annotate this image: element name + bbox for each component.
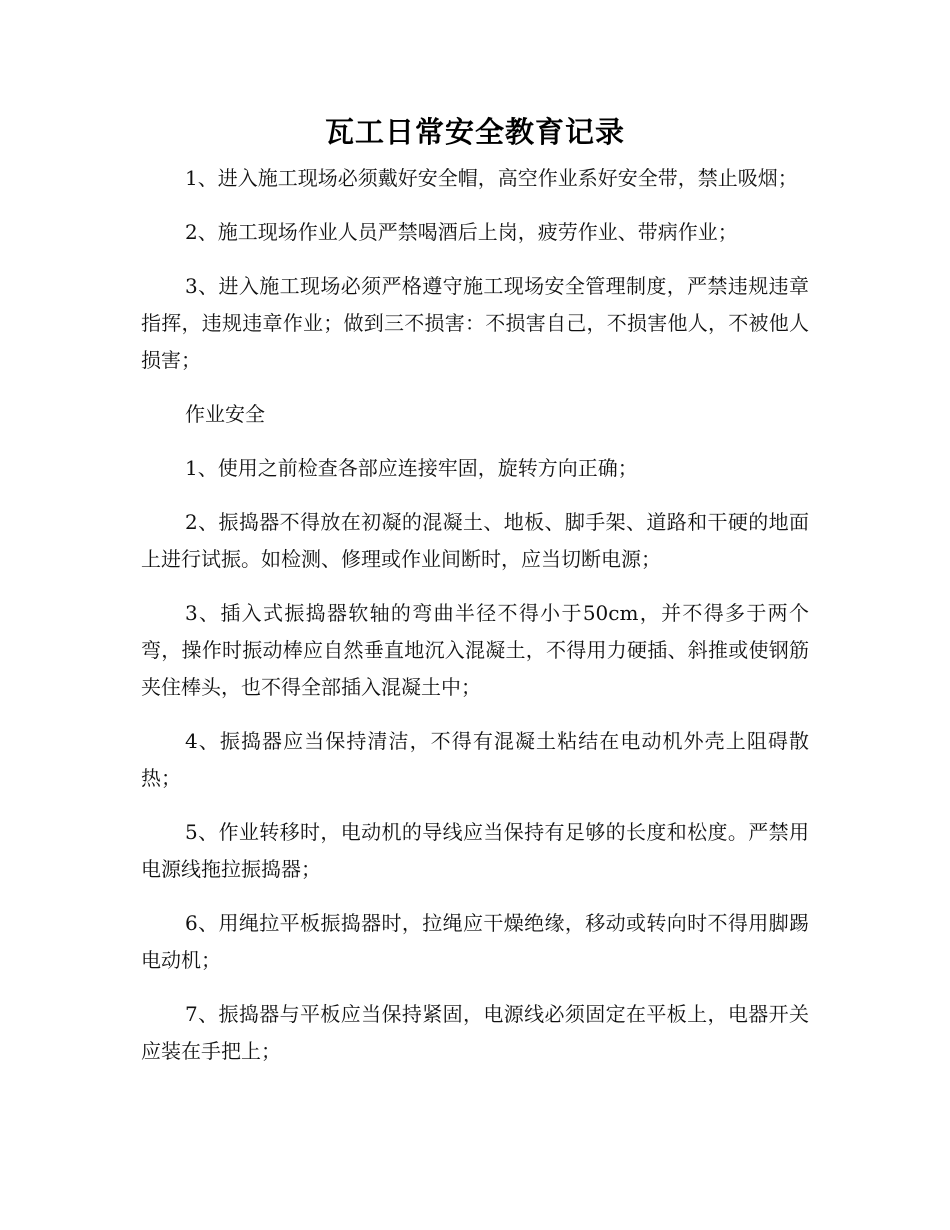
paragraph: 2、施工现场作业人员严禁喝酒后上岗，疲劳作业、带病作业； <box>185 220 738 244</box>
paragraph: 3、插入式振捣器软轴的弯曲半径不得小于50cm，并不得多于两个弯，操作时振动棒应自然垂直地沉入混凝土，不得用力硬插、斜推或使钢筋夹住棒头，也不得全部插入混凝土中； <box>141 601 809 699</box>
section-heading: 作业安全 <box>185 402 265 426</box>
paragraph: 4、振捣器应当保持清洁，不得有混凝土粘结在电动机外壳上阻碍散热； <box>141 729 809 790</box>
paragraph: 2、振捣器不得放在初凝的混凝土、地板、脚手架、道路和干硬的地面上进行试振。如检测、修理或作业间断时，应当切断电源； <box>141 510 809 571</box>
document-title: 瓦工日常安全教育记录 <box>324 115 625 149</box>
paragraph: 1、进入施工现场必须戴好安全帽，高空作业系好安全带，禁止吸烟； <box>185 166 798 190</box>
paragraph: 1、使用之前检查各部应连接牢固，旋转方向正确； <box>185 456 638 480</box>
paragraph: 7、振捣器与平板应当保持紧固，电源线必须固定在平板上，电器开关应装在手把上； <box>141 1002 809 1063</box>
paragraph: 5、作业转移时，电动机的导线应当保持有足够的长度和松度。严禁用电源线拖拉振捣器； <box>141 820 809 881</box>
paragraph: 6、用绳拉平板振捣器时，拉绳应干燥绝缘，移动或转向时不得用脚踢电动机； <box>141 911 809 972</box>
document-body <box>141 160 809 1087</box>
paragraph: 3、进入施工现场必须严格遵守施工现场安全管理制度，严禁违规违章指挥，违规违章作业；做到三不损害：不损害自己，不损害他人，不被他人损害； <box>141 274 809 372</box>
